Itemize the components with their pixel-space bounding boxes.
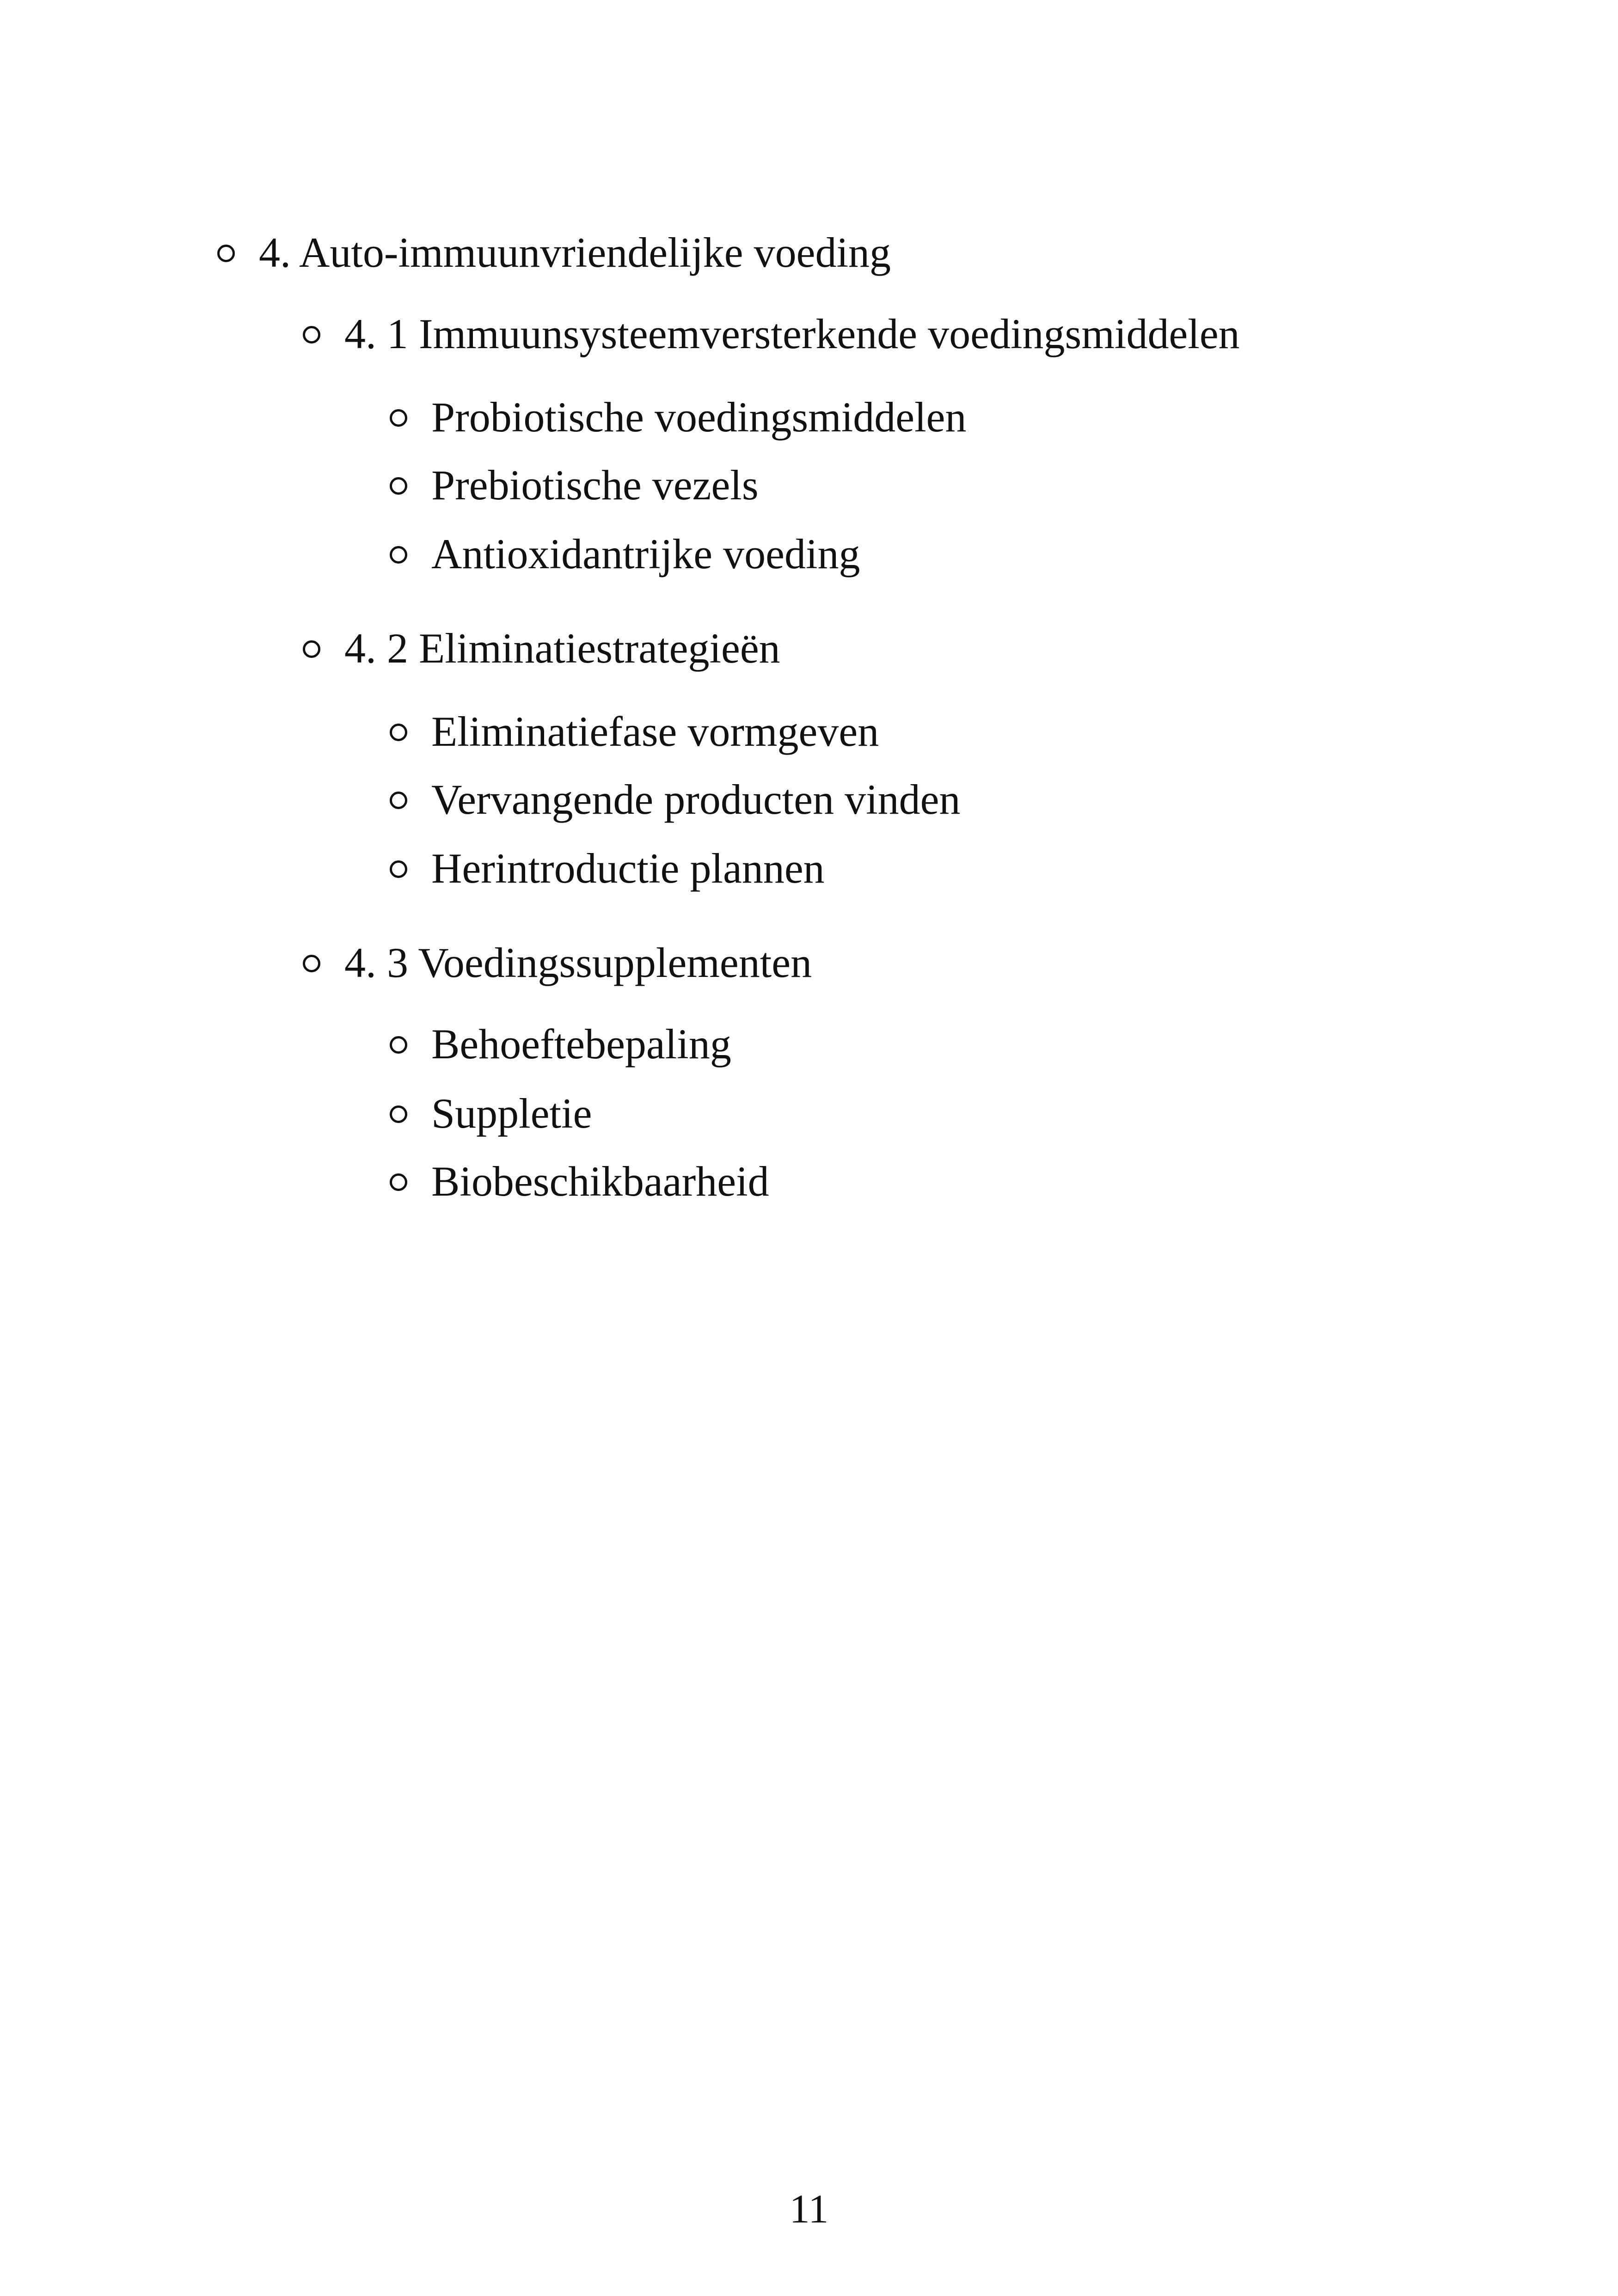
page-number: 11 [789,2187,829,2232]
circle-bullet-icon [390,792,407,809]
circle-bullet-icon [390,860,407,878]
section-heading-text: 4. 2 Eliminatiestrategieën [344,625,780,672]
list-item [390,710,879,753]
list-item-text: Probiotische voedingsmiddelen [431,393,967,441]
list-item [390,847,825,890]
chapter-heading-text: 4. Auto-immuunvriendelijke voeding [259,229,891,276]
list-item-text: Vervangende producten vinden [431,776,961,823]
section-heading-text: 4. 1 Immuunsysteemversterkende voedingsmiddelen [344,310,1240,357]
circle-bullet-icon [390,1105,407,1123]
list-item [390,1092,592,1135]
circle-bullet-icon [303,640,320,658]
circle-bullet-icon [303,955,320,972]
circle-bullet-icon [390,409,407,427]
list-item [390,393,967,441]
circle-bullet-icon [303,326,320,344]
circle-bullet-icon [390,477,407,495]
section-heading [303,310,1240,357]
list-item [390,778,960,821]
circle-bullet-icon [390,1173,407,1191]
list-item-text: Suppletie [431,1090,592,1137]
section-heading [303,941,812,984]
circle-bullet-icon [217,245,235,262]
list-item-text: Behoeftebepaling [431,1020,731,1068]
list-item-text: Prebiotische vezels [431,461,759,509]
list-item [390,530,860,577]
list-item-text: Antioxidantrijke voeding [431,530,860,577]
list-item [390,461,759,509]
list-item-text: Herintroductie plannen [431,845,825,892]
section-heading-text: 4. 3 Voedingssupplementen [344,939,812,986]
list-item [390,1160,769,1203]
list-item-text: Biobeschikbaarheid [431,1158,769,1205]
list-item-text: Eliminatiefase vormgeven [431,708,879,755]
circle-bullet-icon [390,724,407,741]
circle-bullet-icon [390,546,407,564]
circle-bullet-icon [390,1036,407,1054]
list-item [390,1020,731,1068]
section-heading [303,625,780,672]
chapter-heading [217,231,891,274]
